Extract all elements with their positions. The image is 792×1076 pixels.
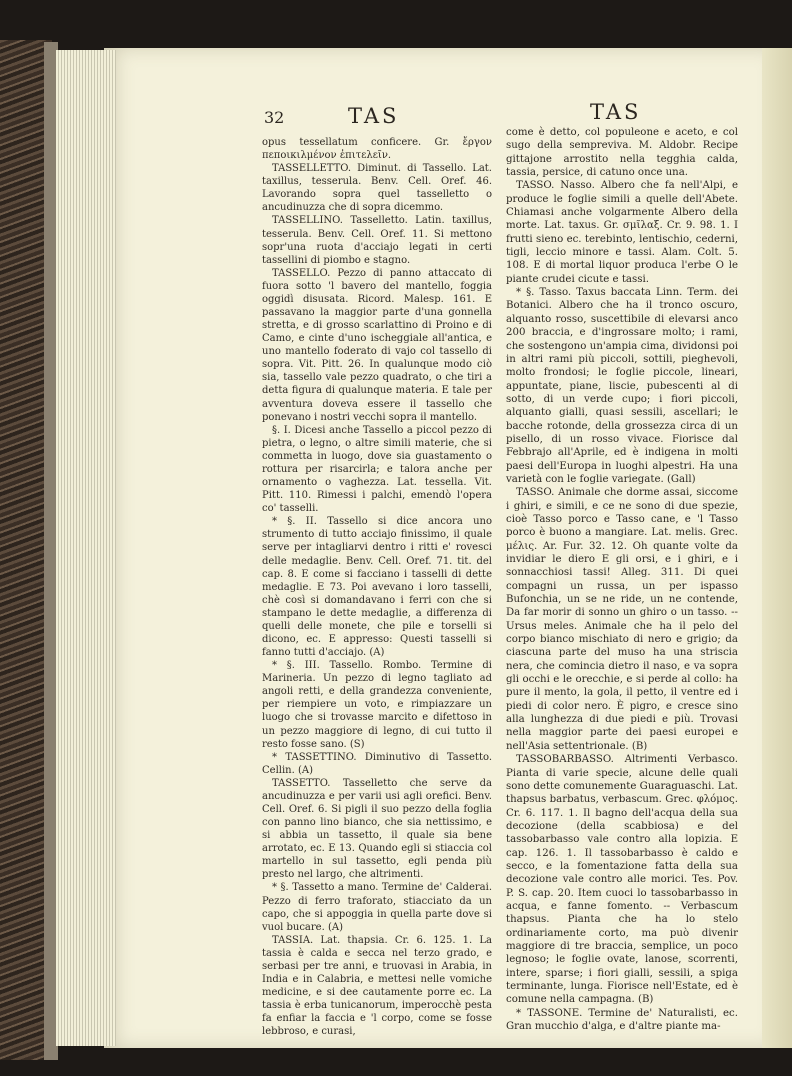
entry-tassetto: TASSETTO. Tasselletto che serve da ancudinuzza e per varii usi agli orefici. Benv. Cell. Oref. 6. Si pigli il suo pezzo della foglia con panno lino bianco, che sia nettissimo, e si abbia un tassetto, il quale sia bene arrotato, ec. E 13. Quando egli si stiaccia col martello in sul tassetto, egli penda più presto nel largo, che altrimenti. (262, 777, 492, 881)
page-stack-edges (56, 50, 116, 1046)
entry-tassia-continued: come è detto, col populeone e aceto, e col sugo della sempreviva. M. Aldobr. Recipe gittajone arrostito nella tegghia calda, tassia, persice, di catuno once una. (506, 127, 738, 179)
page-number: 32 (264, 108, 285, 127)
entry-tassello-sense-3: * §. III. Tassello. Rombo. Termine di Marineria. Un pezzo di legno tagliato ad angoli retti, e della grandezza conveniente, per riempiere un voto, e rimpiazzare un luogo che si trovasse marcito e difettoso in un pezzo maggiore di legno, di cui tutto il resto fosse sano. (S) (262, 660, 492, 750)
entry-tassobarbasso: TASSOBARBASSO. Altrimenti Verbasco. Pianta di varie specie, alcune delle quali sono dette comunemente Guaraguaschi. Lat. thapsus barbatus, verbascum. Grec. φλόμος. Cr. 6. 117. 1. Il bagno dell'acqua della sua decozione (della scabbiosa) e del tassobarbasso vale contro alla lopizia. E cap. 126. 1. Il tassobarbasso è caldo e secco, e la fomentazione fatta della sua decozione vale contro alle morici. Tes. Pov. P. S. cap. 20. Item cuoci lo tassobarbasso in acqua, e fanne fomento. -- Verbascum thapsus. Pianta che ha lo stelo ordinariamente corto, ma può divenir maggiore di tre braccia, semplice, un poco legnoso; le foglie ovate, lanose, scorrenti, intere, sparse; i fiori gialli, sessili, a spiga terminante, lunga. Fiorisce nell'Estate, ed è comune nella campagna. (B) (506, 754, 738, 1006)
left-column (262, 136, 492, 1038)
entry-tasselletto: TASSELLETTO. Diminut. di Tassello. Lat. taxillus, tesserula. Benv. Cell. Oref. 46. Lavorando sopra quel tasselletto o ancudinuzza che di sopra dicemmo. (262, 163, 492, 214)
entry-tasso-animale: TASSO. Animale che dorme assai, siccome i ghiri, e simili, e ce ne sono di due spezie, cioè Tasso porco e Tasso cane, e 'l Tasso porco è buono a mangiare. Lat. melis. Grec. μέλις. Ar. Fur. 32. 12. Oh quante volte da invidiar le diero E gli orsi, e i ghiri, e i sonnacchiosi tassi! Alleg. 311. Di quei compagni un russa, un per ispasso Bufonchia, un se ne ride, un ne contende, Da far morir di sonno un ghiro o un tasso. -- Ursus meles. Animale che ha il pelo del corpo bianco mischiato di nero e grigio; da ciascuna parte del muso ha una striscia nera, che comincia dietro il naso, e va sopra gli occhi e le orecchie, e si perde al collo: ha pure il mento, la gola, il petto, il ventre ed i piedi di color nero. È pigro, e cresce sino alla lunghezza di due piedi e più. Trovasi nella maggior parte dei paesi europei e nell'Asia settentrionale. (B) (506, 487, 738, 752)
entry-tassellino: TASSELLINO. Tasselletto. Latin. taxillus, tesserula. Benv. Cell. Oref. 11. Si mettono sopr'una ruota d'acciajo legati in certi tassellini di piombo e stagno. (262, 215, 492, 266)
next-page-edge (762, 48, 792, 1048)
entry-tassello-sense-2: * §. II. Tassello si dice ancora uno strumento di tutto acciajo finissimo, il quale serve per intagliarvi dentro i ritti e' rovesci delle medaglie. Benv. Cell. Oref. 71. tit. del cap. 8. E come si facciano i tasselli di dette medaglie. E 73. Poi avevano i loro tasselli, chè così si domandavano i ferri con che si stampano le dette medaglie, a differenza di quelli delle monete, che pile e torselli si dicono, ec. E appresso: Questi tasselli si fanno tutti d'acciajo. (A) (262, 516, 492, 659)
entry-tassone: * TASSONE. Termine de' Naturalisti, ec. Gran mucchio d'alga, e d'altre piante ma- (506, 1007, 738, 1033)
entry-tasso-botanical: * §. Tasso. Taxus baccata Linn. Term. dei Botanici. Albero che ha il tronco oscuro, alquanto rosso, suscettibile di elevarsi anco 200 braccia, e d'ingrossare molto; i rami, che sostengono un'ampia cima, dividonsi poi in altri rami più piccoli, sottili, pieghevoli, molto frondosi; le foglie piccole, lineari, appuntate, piane, liscie, pubescenti al di sotto, di un verde cupo; i fiori piccoli, alquanto gialli, quasi sessili, ascellari; le bacche rotonde, della grossezza circa di un pisello, di un rosso vivace. Fiorisce dal Febbrajo all'Aprile, ed è indigena in molti paesi dell'Europa in luoghi alpestri. Ha una varietà con le foglie variegate. (Gall) (506, 287, 738, 485)
entry-tassello-sense-1: §. I. Dicesi anche Tassello a piccol pezzo di pietra, o legno, o altre simili materie, che si commetta in luogo, dove sia guastamento o rottura per risarcirla; e talora anche per ornamento o vaghezza. Lat. tessella. Vit. Pitt. 110. Rimessi i palchi, emendò l'opera co' tasselli. (262, 424, 492, 515)
entry-tassetto-a-mano: * §. Tassetto a mano. Termine de' Calderai. Pezzo di ferro traforato, stiacciato da un capo, che si appoggia in quella parte dove si vuol bucare. (A) (262, 882, 492, 933)
running-head-right: TAS (590, 100, 642, 124)
entry-tasso-albero: TASSO. Nasso. Albero che fa nell'Alpi, e produce le foglie simili a quelle dell'Abete. Chiamasi anche volgarmente Albero della morte. Lat. taxus. Gr. σμῖλαξ. Cr. 9. 98. 1. I frutti sieno ec. terebinto, lentischio, cederni, tigli, leccio minore e tassi. Alam. Colt. 5. 108. E di mortal liquor produca l'erbe O le piante crudei cicute e tassi. (506, 180, 738, 285)
entry-tassello: TASSELLO. Pezzo di panno attaccato di fuora sotto 'l bavero del mantello, foggia oggidì disusata. Ricord. Malesp. 161. E passavano la maggior parte d'una gonnella stretta, e di grosso scarlattino di Proino e di Camo, e cinte d'uno ischeggiale all'antica, e uno mantello foderato di vajo col tassello di sopra. Vit. Pitt. 26. In qualunque modo ciò sia, tassello vale pezzo quadrato, o che tiri a detta figura di qualunque materia. E tale per avventura doveva essere il tassello che ponevano i nostri vecchi sopra il mantello. (262, 267, 492, 423)
entry-tassia: TASSIA. Lat. thapsia. Cr. 6. 125. 1. La tassia è calda e secca nel terzo grado, e serbasi per tre anni, e truovasi in Arabia, in India e in Calabria, e mettesi nelle vomiche medicine, e si dee cautamente porre ec. La tassia è erba tunicanorum, imperocchè pesta fa enfiar la faccia e 'l corpo, come se fosse lebbroso, e curasi, (262, 934, 492, 1038)
entry-tassettino: * TASSETTINO. Diminutivo di Tassetto. Cellin. (A) (262, 751, 492, 776)
entry-paragraph: opus tessellatum conficere. Gr. ἔργον πεποικιλμένον ἐπιτελεῖν. (262, 137, 492, 162)
running-head-left: TAS (348, 104, 400, 128)
right-column (506, 126, 738, 1033)
